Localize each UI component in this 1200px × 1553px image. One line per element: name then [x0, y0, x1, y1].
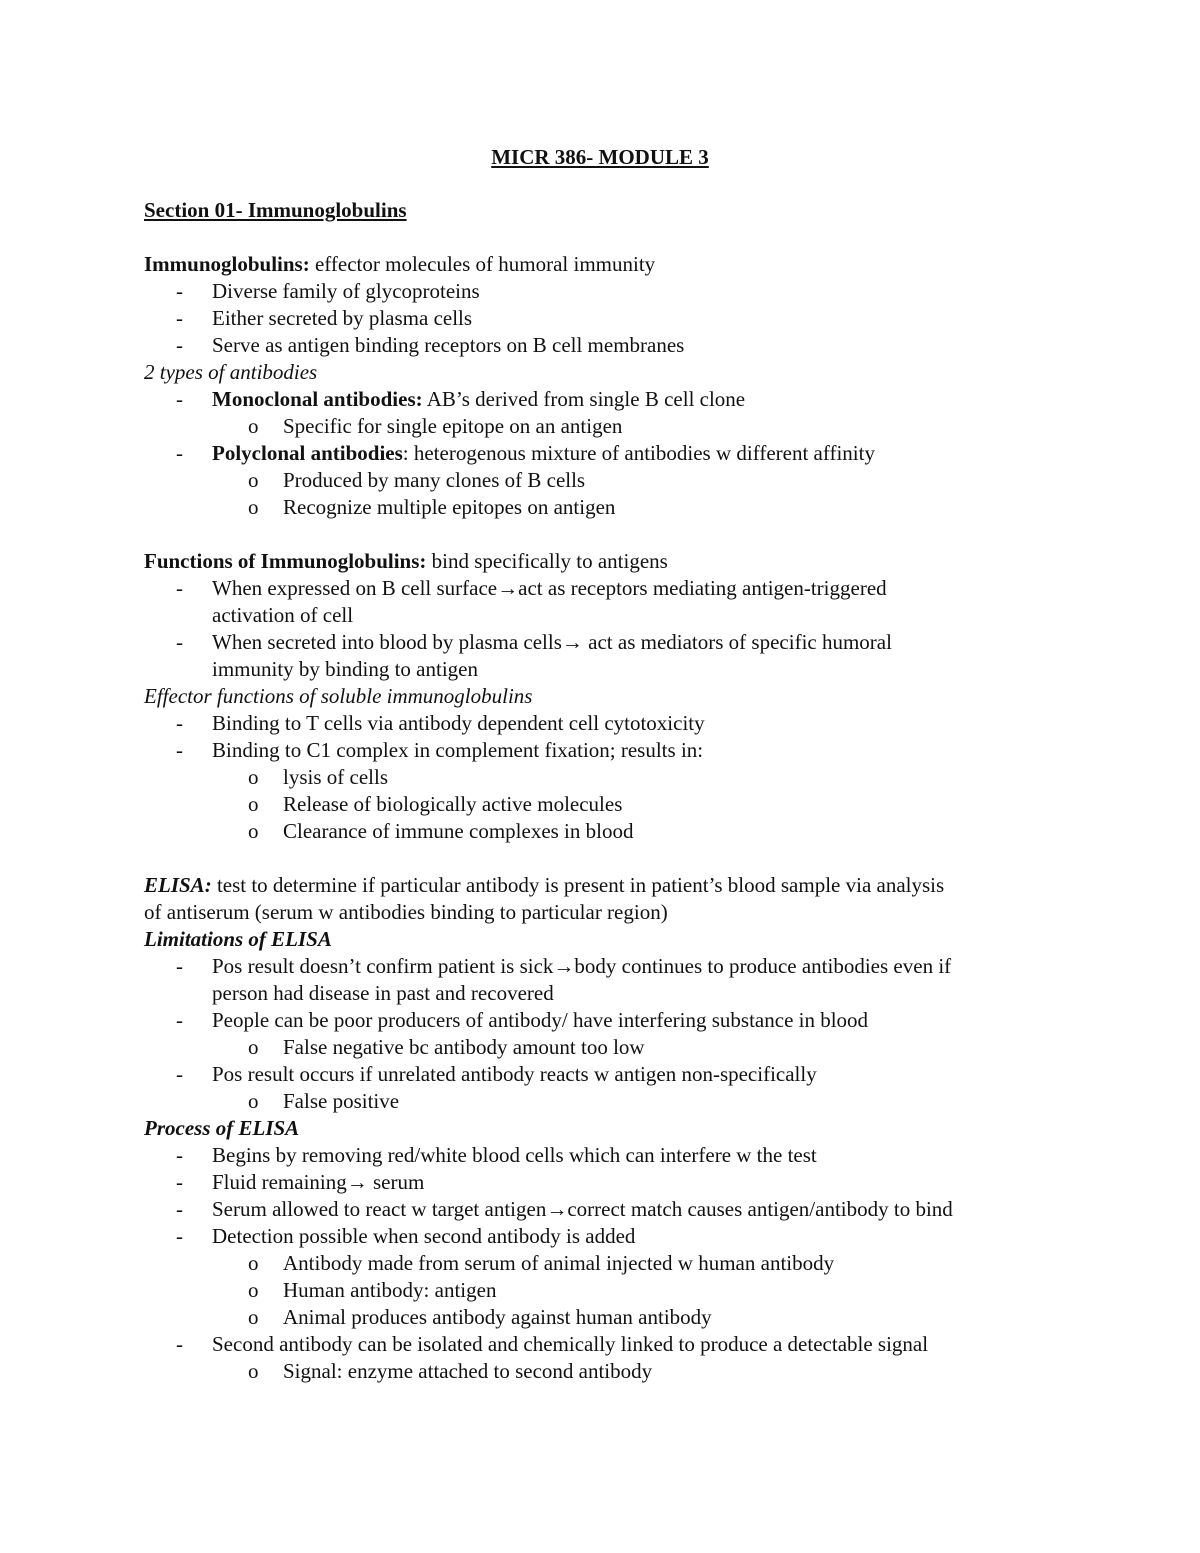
- list-item-text: Binding to C1 complex in complement fixation; results in:: [212, 738, 704, 762]
- list-item-text: [212, 1196, 953, 1223]
- term: Immunoglobulins:: [144, 252, 310, 276]
- sub-item-text: Animal produces antibody against human antibody: [283, 1305, 712, 1329]
- dash-marker: -: [176, 1143, 183, 1167]
- list-item-text: person had disease in past and recovered: [212, 981, 554, 1005]
- dash-marker: -: [176, 333, 183, 357]
- text: body continues to produce antibodies even if: [574, 954, 952, 978]
- dash-marker: -: [176, 954, 183, 978]
- page-title: MICR 386- MODULE 3: [491, 145, 709, 169]
- arrow-icon: →: [561, 630, 583, 654]
- sub-item-text: Antibody made from serum of animal injected w human antibody: [283, 1251, 835, 1275]
- dash-marker: -: [176, 1197, 183, 1221]
- dash-marker: -: [176, 630, 183, 654]
- list-item-text: [212, 629, 892, 656]
- text: act as mediators of specific humoral: [582, 630, 892, 654]
- dash-marker: -: [176, 1008, 183, 1032]
- sub-item-text: Specific for single epitope on an antigen: [283, 414, 623, 438]
- text: serum: [367, 1170, 425, 1194]
- functions-definition: [144, 548, 668, 575]
- sub-item-text: Human antibody: antigen: [283, 1278, 497, 1302]
- sub-item-text: False positive: [283, 1089, 400, 1113]
- elisa-definition: [144, 872, 944, 899]
- subheading: 2 types of antibodies: [144, 360, 318, 384]
- sub-item-text: Release of biologically active molecules: [283, 792, 623, 816]
- bullet-marker: o: [248, 792, 259, 816]
- definition: effector molecules of humoral immunity: [309, 252, 656, 276]
- sub-item-text: lysis of cells: [283, 765, 388, 789]
- list-item-text: Pos result occurs if unrelated antibody reacts w antigen non-specifically: [212, 1062, 817, 1086]
- term: Monoclonal antibodies:: [212, 387, 423, 411]
- text: Serum allowed to react w target antigen: [212, 1197, 547, 1221]
- arrow-icon: →: [553, 954, 575, 978]
- list-item-text: Binding to T cells via antibody dependent cell cytotoxicity: [212, 711, 705, 735]
- list-item-text: activation of cell: [212, 603, 354, 627]
- subheading: Process of ELISA: [144, 1116, 300, 1140]
- dash-marker: -: [176, 1332, 183, 1356]
- list-item-text: [212, 1169, 424, 1196]
- dash-marker: -: [176, 306, 183, 330]
- text: When secreted into blood by plasma cells: [212, 630, 562, 654]
- arrow-icon: →: [346, 1170, 368, 1194]
- sub-item-text: Produced by many clones of B cells: [283, 468, 586, 492]
- list-item-text: Diverse family of glycoproteins: [212, 279, 480, 303]
- dash-marker: -: [176, 711, 183, 735]
- dash-marker: -: [176, 1224, 183, 1248]
- subheading: Limitations of ELISA: [144, 927, 332, 951]
- bullet-marker: o: [248, 1251, 259, 1275]
- subheading: Effector functions of soluble immunoglobulins: [144, 684, 533, 708]
- term: ELISA:: [144, 873, 212, 897]
- bullet-marker: o: [248, 1305, 259, 1329]
- list-item-text: Detection possible when second antibody is added: [212, 1224, 636, 1248]
- bullet-marker: o: [248, 1089, 259, 1113]
- list-item-text: [212, 953, 951, 980]
- sub-item-text: Signal: enzyme attached to second antibody: [283, 1359, 653, 1383]
- definition: AB’s derived from single B cell clone: [422, 387, 746, 411]
- list-item-text: [212, 386, 745, 413]
- list-item-text: Serve as antigen binding receptors on B cell membranes: [212, 333, 685, 357]
- definition: bind specifically to antigens: [426, 549, 668, 573]
- definition: test to determine if particular antibody is present in patient’s blood sample via analysis: [211, 873, 945, 897]
- bullet-marker: o: [248, 1278, 259, 1302]
- text: Fluid remaining: [212, 1170, 347, 1194]
- dash-marker: -: [176, 441, 183, 465]
- list-item-text: [212, 575, 887, 602]
- text: correct match causes antigen/antibody to bind: [567, 1197, 953, 1221]
- list-item-text: Second antibody can be isolated and chemically linked to produce a detectable signal: [212, 1332, 929, 1356]
- list-item-text: immunity by binding to antigen: [212, 657, 478, 681]
- dash-marker: -: [176, 279, 183, 303]
- bullet-marker: o: [248, 414, 259, 438]
- list-item-text: [212, 440, 875, 467]
- sub-item-text: Clearance of immune complexes in blood: [283, 819, 634, 843]
- sub-item-text: False negative bc antibody amount too low: [283, 1035, 645, 1059]
- dash-marker: -: [176, 387, 183, 411]
- term: Functions of Immunoglobulins:: [144, 549, 427, 573]
- arrow-icon: →: [497, 576, 519, 600]
- sub-item-text: Recognize multiple epitopes on antigen: [283, 495, 616, 519]
- list-item-text: People can be poor producers of antibody/ have interfering substance in blood: [212, 1008, 869, 1032]
- text: Pos result doesn’t confirm patient is sick: [212, 954, 554, 978]
- bullet-marker: o: [248, 495, 259, 519]
- list-item-text: Begins by removing red/white blood cells which can interfere w the test: [212, 1143, 817, 1167]
- dash-marker: -: [176, 576, 183, 600]
- immunoglobulins-definition: [144, 251, 655, 278]
- list-item-text: Either secreted by plasma cells: [212, 306, 473, 330]
- bullet-marker: o: [248, 819, 259, 843]
- dash-marker: -: [176, 1170, 183, 1194]
- section-heading: Section 01- Immunoglobulins: [144, 198, 407, 222]
- dash-marker: -: [176, 738, 183, 762]
- definition: : heterogenous mixture of antibodies w different affinity: [402, 441, 875, 465]
- dash-marker: -: [176, 1062, 183, 1086]
- text: act as receptors mediating antigen-triggered: [518, 576, 887, 600]
- bullet-marker: o: [248, 1359, 259, 1383]
- text: When expressed on B cell surface: [212, 576, 498, 600]
- bullet-marker: o: [248, 468, 259, 492]
- arrow-icon: →: [546, 1197, 568, 1221]
- bullet-marker: o: [248, 1035, 259, 1059]
- bullet-marker: o: [248, 765, 259, 789]
- elisa-definition-cont: of antiserum (serum w antibodies binding to particular region): [144, 900, 668, 924]
- term: Polyclonal antibodies: [212, 441, 403, 465]
